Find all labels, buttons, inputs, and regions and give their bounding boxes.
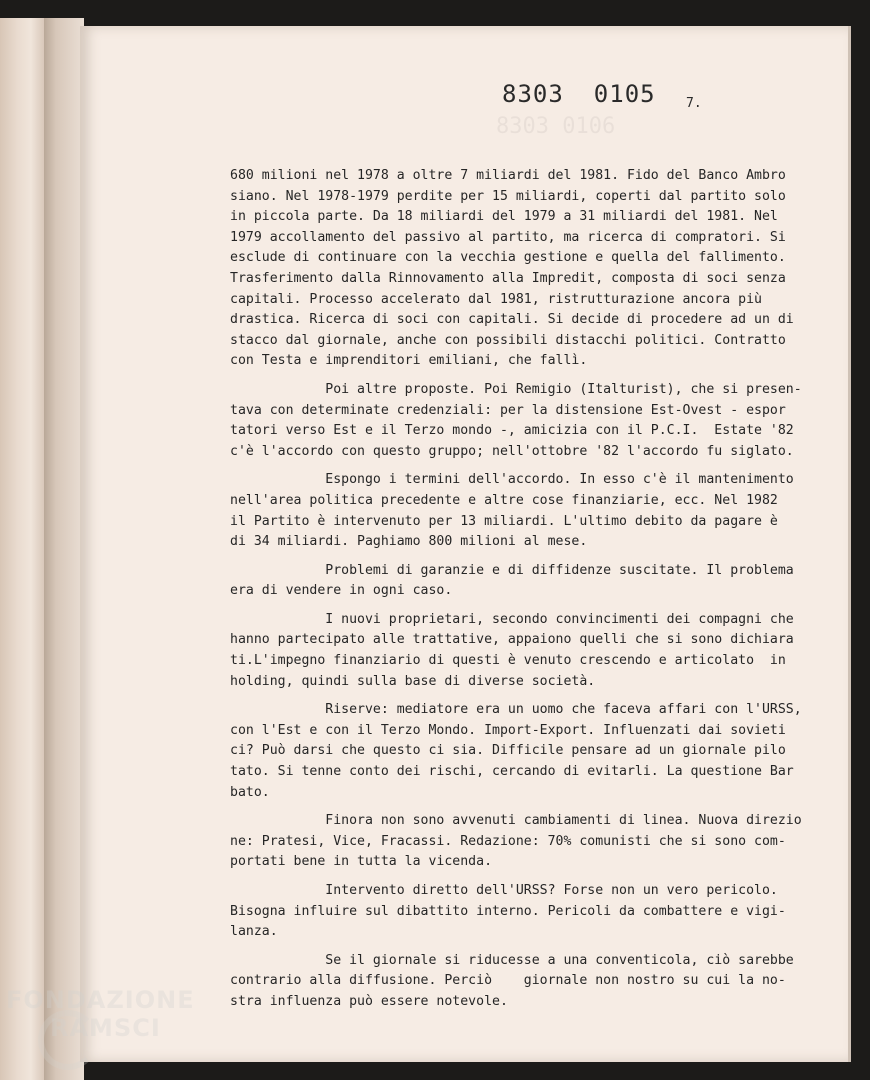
- watermark-logo: [6, 986, 195, 1042]
- watermark-line-2: RAMSCI: [50, 1014, 161, 1042]
- book-spine: [44, 18, 84, 1080]
- paragraph: Poi altre proposte. Poi Remigio (Italturist), che si presen- tava con determinate credenziali: per la distensione Est-Ovest - espor tatori verso Est e il Terzo mondo -, amicizia con il P.C.I. Estate '82 c'è l'accordo con questo gruppo; nell'ottobre '82 l'accordo fu siglato.: [230, 381, 802, 459]
- page-number: 7.: [686, 96, 702, 111]
- archive-stamp: [502, 80, 656, 108]
- facing-page: [0, 18, 44, 1080]
- paragraph: Intervento diretto dell'URSS? Forse non un vero pericolo. Bisogna influire sul dibattito interno. Pericoli da combattere e vigi- lanza.: [230, 883, 786, 940]
- paragraph: I nuovi proprietari, secondo convincimenti dei compagni che hanno partecipato alle trattative, appaiono quelli che si sono dichiara ti.L'impegno finanziario di questi è venuto crescendo e articolato in holding, quindi sulla base di diverse società.: [230, 611, 794, 689]
- page-edge: [848, 26, 851, 1062]
- paragraph: Espongo i termini dell'accordo. In esso c'è il mantenimento nell'area politica precedente e altre cose finanziarie, ecc. Nel 1982 il Partito è intervenuto per 13 miliardi. L'ultimo debito da pagare è di 34 miliardi. Paghiamo 800 milioni al mese.: [230, 472, 794, 550]
- watermark-line-1: FONDAZIONE: [6, 986, 195, 1014]
- ghost-stamp: 8303 0106: [496, 114, 616, 139]
- watermark-g-icon: [38, 1010, 98, 1070]
- paragraph: Finora non sono avvenuti cambiamenti di linea. Nuova direzio ne: Pratesi, Vice, Fracassi. Redazione: 70% comunisti che si sono com- portati bene in tutta la vicenda.: [230, 813, 802, 870]
- document-body: [230, 166, 802, 1021]
- paragraph: Se il giornale si riducesse a una conventicola, ciò sarebbe contrario alla diffusione. Perciò giornale non nostro su cui la no- stra influenza può essere notevole.: [230, 952, 794, 1009]
- stamp-number-a: 8303: [502, 80, 564, 108]
- paragraph: Riserve: mediatore era un uomo che faceva affari con l'URSS, con l'Est e con il Terzo Mondo. Import-Export. Influenzati dai sovieti ci? Può darsi che questo ci sia. Difficile pensare ad un giornale pilo tato. Si tenne conto dei rischi, cercando di evitarli. La questione Bar bato.: [230, 702, 802, 800]
- paragraph: Problemi di garanzie e di diffidenze suscitate. Il problema era di vendere in ogni caso.: [230, 562, 794, 599]
- stamp-number-b: 0105: [593, 80, 656, 108]
- paragraph: 680 milioni nel 1978 a oltre 7 miliardi del 1981. Fido del Banco Ambro siano. Nel 1978-1979 perdite per 15 miliardi, coperti dal partito solo in piccola parte. Da 18 miliardi del 1979 a 31 miliardi del 1981. Nel 1979 accollamento del passivo al partito, ma ricerca di compratori. Si esclude di continuare con la vecchia gestione e quella del fallimento. Trasferimento dalla Rinnovamento alla Impredit, composta di soci senza capitali. Processo accelerato dal 1981, ristrutturazione ancora più drastica. Ricerca di soci con capitali. Si decide di procedere ad un di stacco dal giornale, anche con possibili distacchi politici. Contratto con Testa e imprenditori emiliani, che fallì.: [230, 168, 794, 369]
